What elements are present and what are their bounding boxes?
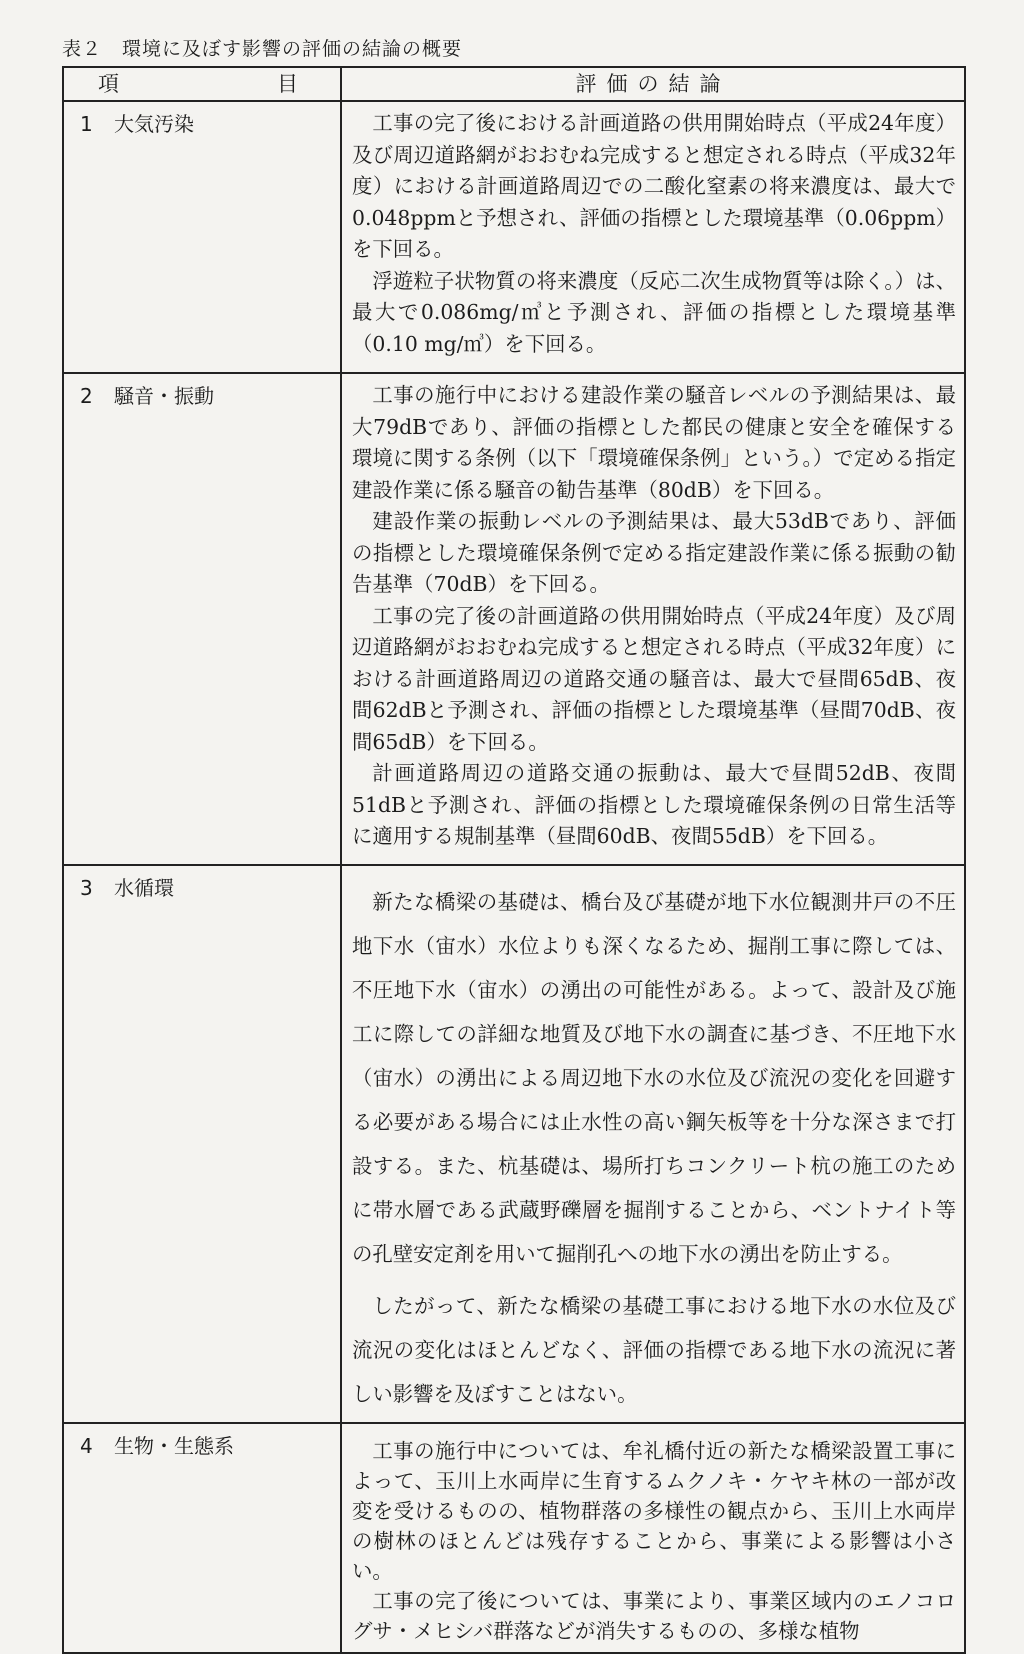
conclusion-paragraph: 工事の施行中における建設作業の騒音レベルの予測結果は、最大79dBであり、評価の指標とした都民の健康と安全を確保する環境に関する条例（以下「環境確保条例」という。）で定める指定建設作業に係る騒音の勧告基準（80dB）を下回る。 <box>352 383 956 502</box>
conclusion-paragraph: 工事の完了後の計画道路の供用開始時点（平成24年度）及び周辺道路網がおおむね完成すると想定される時点（平成32年度）における計画道路周辺の道路交通の騒音は、最大で昼間65dB、夜間62dBと予測され、評価の指標とした環境基準（昼間70dB、夜間65dB）を下回る。 <box>352 603 956 754</box>
item-number: 2 <box>80 384 93 408</box>
conclusion-cell <box>341 1423 965 1653</box>
item-number: 1 <box>80 112 93 136</box>
item-name: 大気汚染 <box>114 112 194 136</box>
header-conclusion <box>341 67 965 101</box>
evaluation-table <box>62 66 966 1654</box>
item-number: 3 <box>80 876 93 900</box>
item-name: 水循環 <box>114 876 174 900</box>
conclusion-paragraph: 浮遊粒子状物質の将来濃度（反応二次生成物質等は除く。）は、最大で0.086mg/㎥と予測され、評価の指標とした環境基準（0.10 mg/㎥）を下回る。 <box>352 268 956 356</box>
table-row <box>63 373 965 865</box>
item-cell <box>63 373 341 865</box>
conclusion-paragraph: 新たな橋梁の基礎は、橋台及び基礎が地下水位観測井戸の不圧地下水（宙水）水位よりも深くなるため、掘削工事に際しては、不圧地下水（宙水）の湧出の可能性がある。よって、設計及び施工に際しての詳細な地質及び地下水の調査に基づき、不圧地下水（宙水）の湧出による周辺地下水の水位及び流況の変化を回避する必要がある場合には止水性の高い鋼矢板等を十分な深さまで打設する。また、杭基礎は、場所打ちコンクリート杭の施工のために帯水層である武蔵野礫層を掘削することから、ベントナイト等の孔壁安定剤を用いて掘削孔への地下水の湧出を防止する。 <box>352 890 956 1266</box>
conclusion-cell <box>341 373 965 865</box>
table-row <box>63 101 965 373</box>
item-name: 生物・生態系 <box>114 1434 234 1458</box>
conclusion-paragraph: したがって、新たな橋梁の基礎工事における地下水の水位及び流況の変化はほとんどなく、評価の指標である地下水の流況に著しい影響を及ぼすことはない。 <box>352 1294 956 1406</box>
item-cell <box>63 101 341 373</box>
table-row <box>63 1423 965 1653</box>
table-row <box>63 865 965 1423</box>
conclusion-paragraph: 工事の完了後については、事業により、事業区域内のエノコログサ・メヒシバ群落などが消失するものの、多様な植物 <box>352 1589 956 1643</box>
item-name: 騒音・振動 <box>114 384 214 408</box>
table-header-row <box>63 67 965 101</box>
header-conclusion-label: 評価の結論 <box>575 72 731 96</box>
conclusion-paragraph: 建設作業の振動レベルの予測結果は、最大53dBであり、評価の指標とした環境確保条例で定める指定建設作業に係る振動の勧告基準（70dB）を下回る。 <box>352 509 956 596</box>
item-cell <box>63 865 341 1423</box>
conclusion-paragraph: 工事の完了後における計画道路の供用開始時点（平成24年度）及び周辺道路網がおおむね完成すると想定される時点（平成32年度）における計画道路周辺での二酸化窒素の将来濃度は、最大で0.048ppmと予想され、評価の指標とした環境基準（0.06ppm）を下回る。 <box>352 111 956 261</box>
header-item-right: 目 <box>277 72 300 96</box>
item-number: 4 <box>80 1434 93 1458</box>
page-title: 表２ 環境に及ぼす影響の評価の結論の概要 <box>62 38 463 60</box>
header-item-left: 項 <box>98 72 121 96</box>
header-item <box>63 67 341 101</box>
conclusion-cell <box>341 101 965 373</box>
item-cell <box>63 1423 341 1653</box>
conclusion-paragraph: 計画道路周辺の道路交通の振動は、最大で昼間52dB、夜間51dBと予測され、評価の指標とした環境確保条例の日常生活等に適用する規制基準（昼間60dB、夜間55dB）を下回る。 <box>352 761 956 848</box>
conclusion-paragraph: 工事の施行中については、牟礼橋付近の新たな橋梁設置工事によって、玉川上水両岸に生育するムクノキ・ケヤキ林の一部が改変を受けるものの、植物群落の多様性の観点から、玉川上水両岸の樹林のほとんどは残存することから、事業による影響は小さい。 <box>352 1439 956 1583</box>
conclusion-cell <box>341 865 965 1423</box>
